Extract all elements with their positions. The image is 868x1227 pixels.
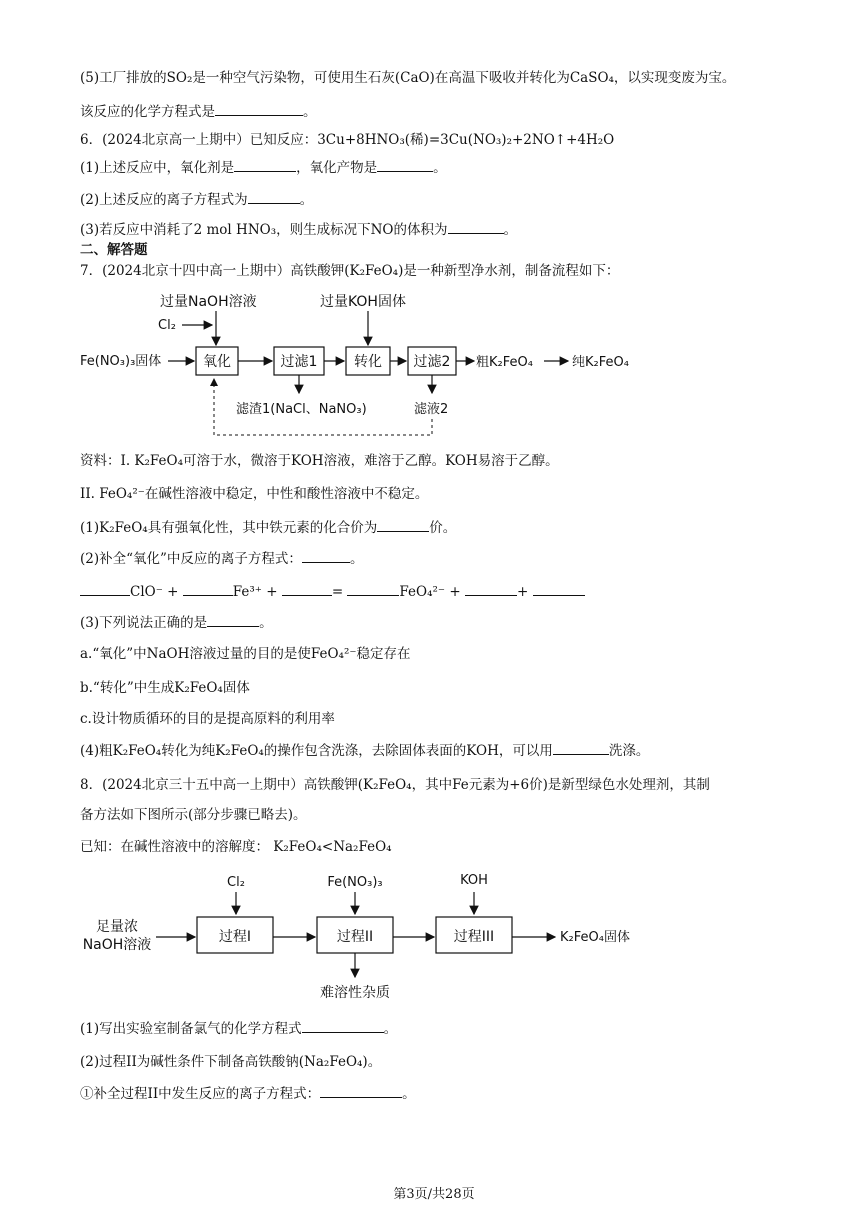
q7-option-c: c.设计物质循环的目的是提高原料的利用率	[80, 711, 335, 727]
q7-flowchart	[0, 285, 868, 440]
q6-part3: (3)若反应中消耗了2 mol HNO₃，则生成标况下NO的体积为 。	[80, 219, 808, 241]
flow2-box-process1-label: 过程I	[218, 929, 252, 945]
q7-stem: 7．(2024北京十四中高一上期中）高铁酸钾(K₂FeO₄)是一种新型净水剂，制备流程如下：	[80, 263, 620, 279]
q6-stem: 6．(2024北京高一上期中）已知反应：3Cu+8HNO₃(稀)=3Cu(NO₃)₂+2NO↑+4H₂O	[80, 132, 615, 148]
q8-part1: (1)写出实验室制备氯气的化学方程式 。	[80, 1018, 808, 1040]
q5-line1: (5)工厂排放的SO₂是一种空气污染物，可使用生石灰(CaO)在高温下吸收并转化为CaSO₄，以实现变废为宝。	[80, 70, 736, 86]
flow-naoh-label: 过量NaOH溶液	[160, 294, 257, 310]
flow-pure-product: 纯K₂FeO₄	[572, 355, 629, 370]
product-blank[interactable]	[533, 581, 585, 596]
answer-blank[interactable]	[207, 612, 259, 627]
q5-prompt: 该反应的化学方程式是	[80, 104, 215, 120]
flow2-input-cl2: Cl₂	[227, 875, 245, 890]
q7-part3: (3)下列说法正确的是 。	[80, 612, 808, 634]
q8-stem-line2: 备方法如下图所示(部分步骤已略去)。	[80, 807, 307, 823]
q7-equation: ClO⁻ + Fe³⁺ + = FeO₄²⁻ + +	[80, 581, 808, 603]
flow-residue1: 滤渣1(NaCl、NaNO₃)	[236, 402, 367, 417]
q7-info1: 资料：I. K₂FeO₄可溶于水，微溶于KOH溶液，难溶于乙醇。KOH易溶于乙醇。	[80, 453, 559, 469]
answer-blank[interactable]	[302, 1018, 384, 1033]
flow-box-filter1-label: 过滤1	[280, 354, 318, 370]
q7-info2: II. FeO₄²⁻在碱性溶液中稳定，中性和酸性溶液中不稳定。	[80, 486, 429, 502]
answer-blank[interactable]	[377, 517, 429, 532]
section-heading: 二、解答题	[80, 242, 148, 258]
answer-blank[interactable]	[448, 219, 504, 234]
flow2-input-koh: KOH	[460, 873, 488, 888]
product-blank[interactable]	[465, 581, 517, 596]
flow2-box-process3-label: 过程III	[453, 929, 495, 945]
flow2-box-process2-label: 过程II	[336, 929, 374, 945]
coefficient-blank[interactable]	[347, 581, 399, 596]
flow2-product: K₂FeO₄固体	[560, 930, 630, 945]
flow2-start-line1: 足量浓	[96, 919, 138, 935]
answer-blank[interactable]	[248, 189, 300, 204]
flow-cl2-label: Cl₂	[158, 318, 176, 333]
answer-blank[interactable]	[234, 157, 296, 172]
answer-blank[interactable]	[320, 1083, 402, 1098]
answer-blank[interactable]	[553, 740, 609, 755]
flow-box-oxidize-label: 氧化	[203, 354, 231, 370]
answer-blank[interactable]	[215, 101, 303, 116]
flow-filtrate2: 滤液2	[414, 402, 449, 417]
q8-known: 已知：在碱性溶液中的溶解度： K₂FeO₄<Na₂FeO₄	[80, 839, 392, 855]
coefficient-blank[interactable]	[282, 581, 332, 596]
page-footer: 第3页/共28页	[393, 1187, 475, 1202]
q7-option-b: b.“转化”中生成K₂FeO₄固体	[80, 680, 250, 696]
q7-option-a: a.“氧化”中NaOH溶液过量的目的是使FeO₄²⁻稳定存在	[80, 646, 411, 662]
q6-part2: (2)上述反应的离子方程式为 。	[80, 189, 808, 211]
flow-box-convert-label: 转化	[354, 354, 382, 370]
flow-start: Fe(NO₃)₃固体	[80, 354, 162, 369]
flow2-impurity: 难溶性杂质	[320, 985, 390, 1001]
q5-line2: 该反应的化学方程式是 。	[80, 101, 808, 123]
q7-part4: (4)粗K₂FeO₄转化为纯K₂FeO₄的操作包含洗涤，去除固体表面的KOH，可以用 洗涤。	[80, 740, 808, 762]
q6-part1: (1)上述反应中，氧化剂是 ，氧化产物是 。	[80, 157, 808, 179]
answer-blank[interactable]	[377, 157, 433, 172]
q7-part1: (1)K₂FeO₄具有强氧化性，其中铁元素的化合价为 价。	[80, 517, 808, 539]
q8-flowchart	[0, 866, 868, 1006]
coefficient-blank[interactable]	[183, 581, 233, 596]
flow-crude-product: 粗K₂FeO₄	[476, 355, 533, 370]
q8-part2: (2)过程II为碱性条件下制备高铁酸钠(Na₂FeO₄)。	[80, 1054, 382, 1070]
flow2-input-fe: Fe(NO₃)₃	[327, 875, 383, 890]
coefficient-blank[interactable]	[80, 581, 130, 596]
q8-part2-1: ①补全过程II中发生反应的离子方程式： 。	[80, 1083, 808, 1105]
flow2-start-line2: NaOH溶液	[82, 937, 152, 953]
flow-koh-label: 过量KOH固体	[320, 294, 406, 310]
q8-stem-line1: 8．(2024北京三十五中高一上期中）高铁酸钾(K₂FeO₄，其中Fe元素为+6价)是新型绿色水处理剂，其制	[80, 777, 710, 793]
q7-part2: (2)补全“氧化”中反应的离子方程式： 。	[80, 548, 808, 570]
answer-blank[interactable]	[302, 548, 350, 563]
flow-box-filter2-label: 过滤2	[413, 354, 451, 370]
